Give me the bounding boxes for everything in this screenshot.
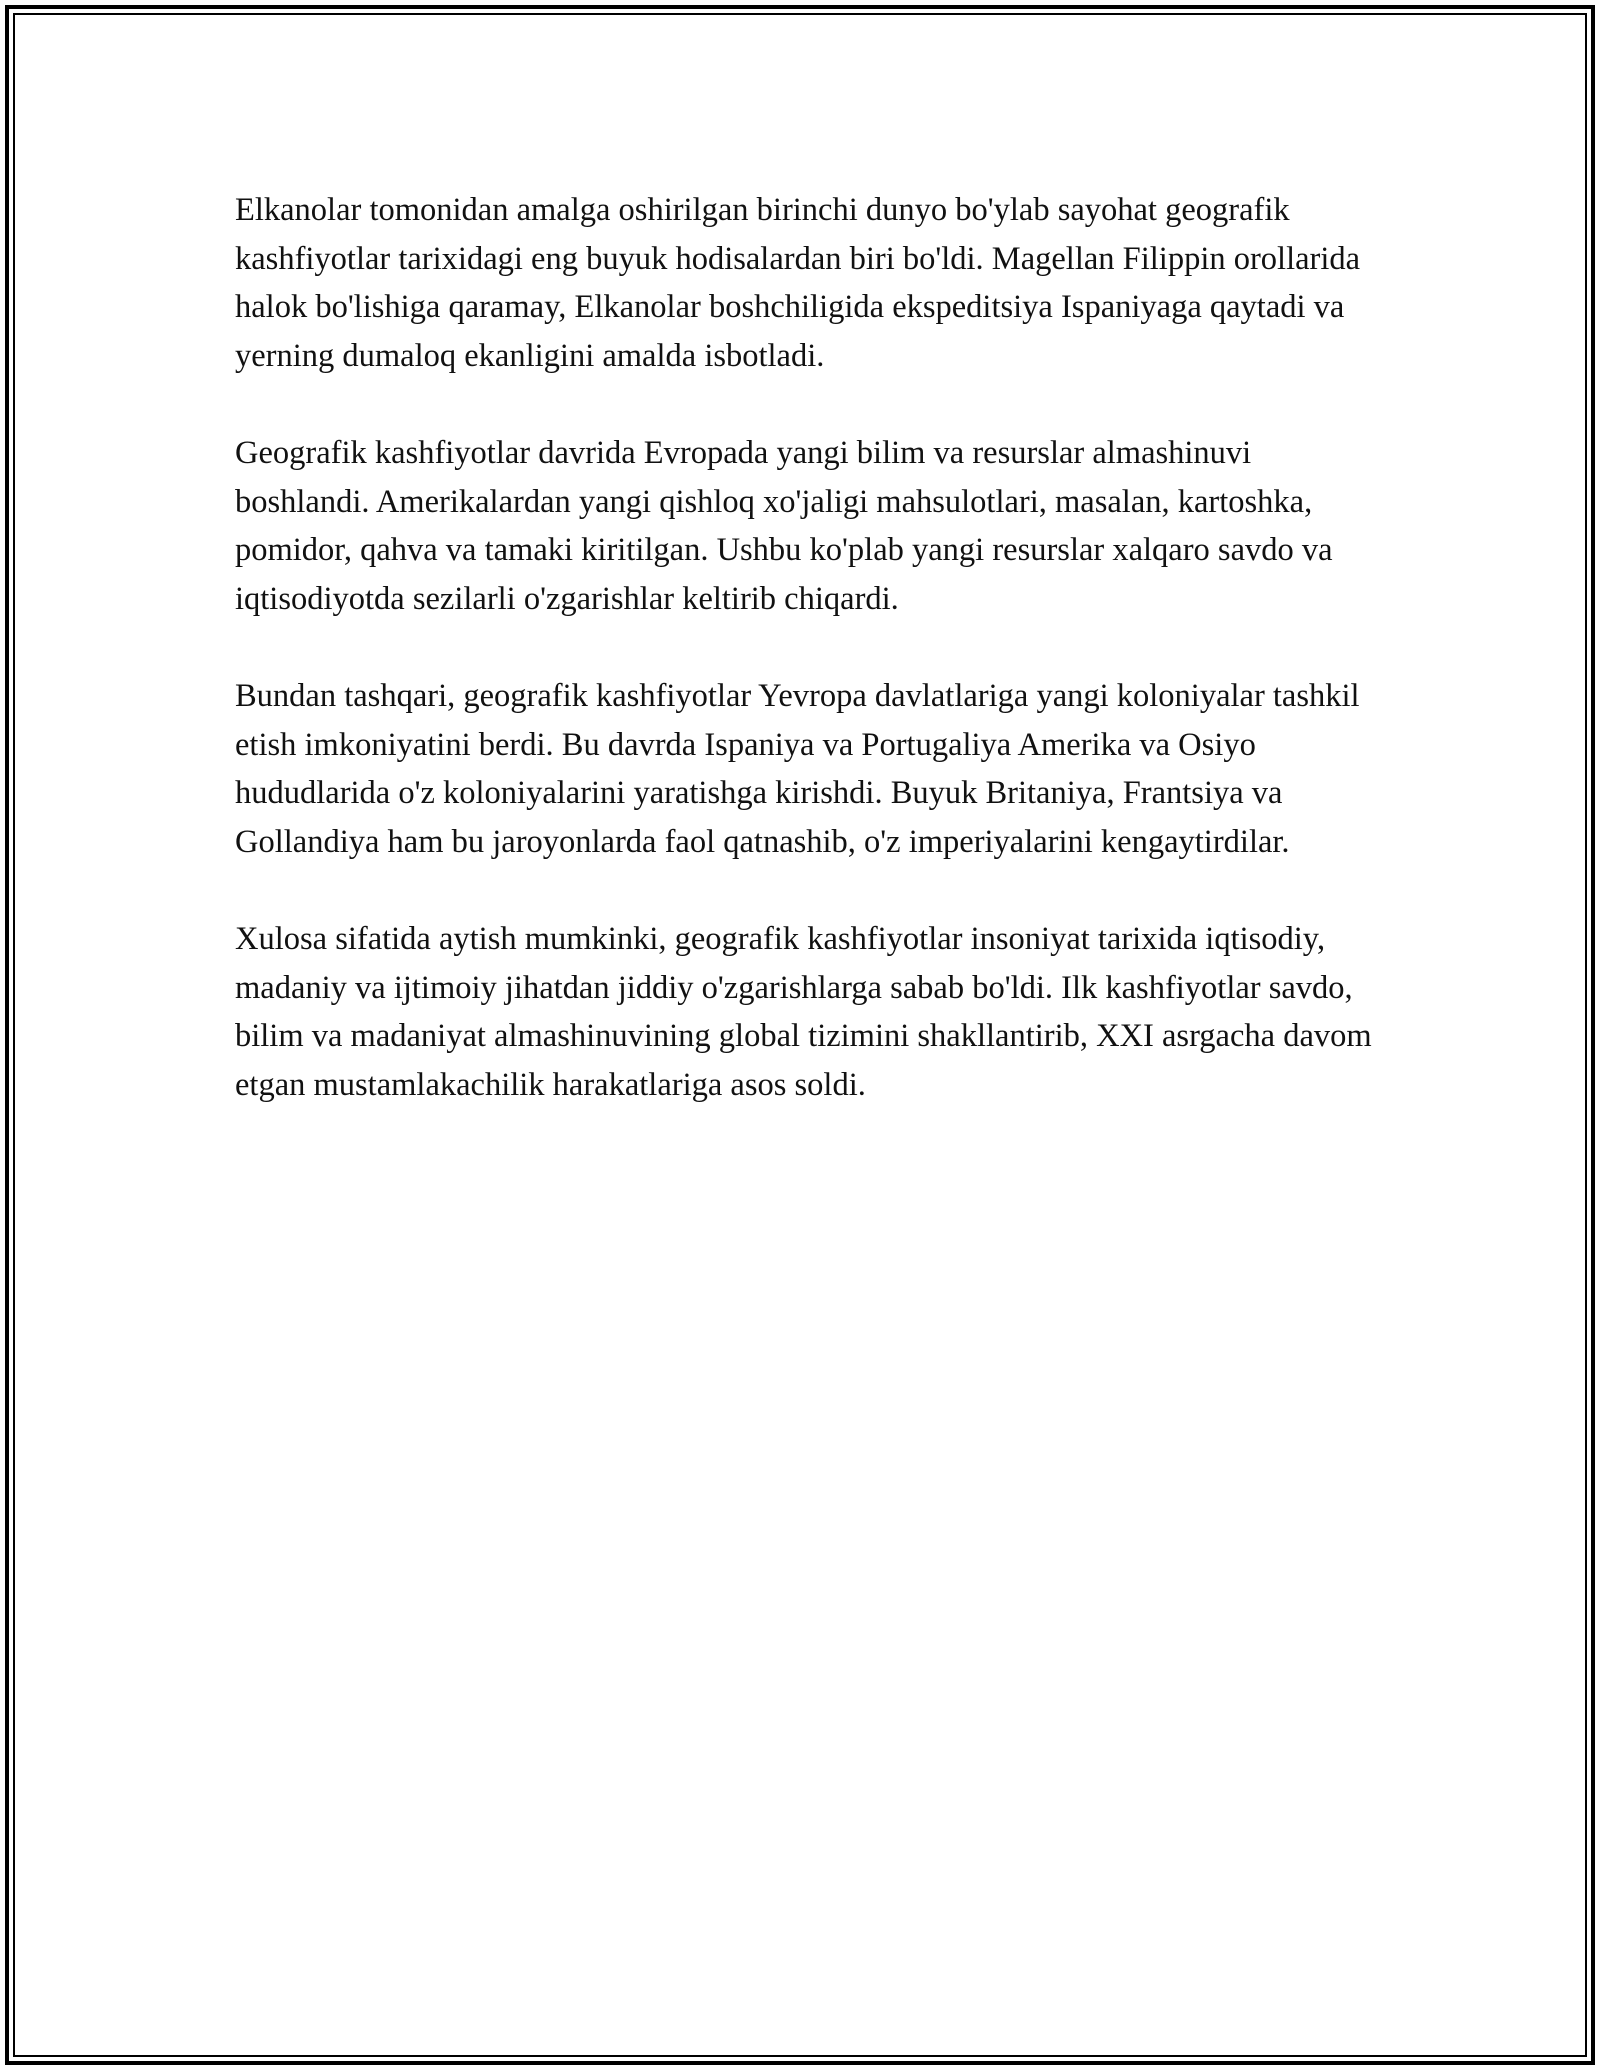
paragraph-2: Geografik kashfiyotlar davrida Evropada yangi bilim va resurslar almashinuvi boshlandi. Amerikalardan yangi qishloq xo'jaligi mahsulotlari, masalan, kartoshka, pomidor, qahva va tamaki kiritilgan. Ushbu ko'plab yangi resurslar xalqaro savdo va iqtisodiyotda sezilarli o'zgarishlar keltirib chiqardi. — [235, 434, 1333, 617]
paragraph-4: Xulosa sifatida aytish mumkinki, geografik kashfiyotlar insoniyat tarixida iqtisodiy, madaniy va ijtimoiy jihatdan jiddiy o'zgarishlarga sabab bo'ldi. Ilk kashfiyotlar savdo, bilim va madaniyat almashinuvining global tizimini shakllantirib, XXI asrgacha davom etgan mustamlakachilik harakatlariga asos soldi. — [235, 920, 1372, 1103]
paragraph-1: Elkanolar tomonidan amalga oshirilgan birinchi dunyo bo'ylab sayohat geografik kashfiyotlar tarixidagi eng buyuk hodisalardan biri bo'ldi. Magellan Filippin orollarida halok bo'lishiga qaramay, Elkanolar boshchiligida ekspeditsiya Ispaniyaga qaytadi va yerning dumaloq ekanligini amalda isbotladi. — [235, 192, 1361, 374]
document-body — [235, 186, 1385, 1109]
paragraph-3: Bundan tashqari, geografik kashfiyotlar Yevropa davlatlariga yangi koloniyalar tashkil etish imkoniyatini berdi. Bu davrda Ispaniya va Portugaliya Amerika va Osiyo hududlarida o'z koloniyalarini yaratishga kirishdi. Buyuk Britaniya, Frantsiya va Gollandiya ham bu jaroyonlarda faol qatnashib, o'z imperiyalarini kengaytirdilar. — [235, 677, 1360, 860]
